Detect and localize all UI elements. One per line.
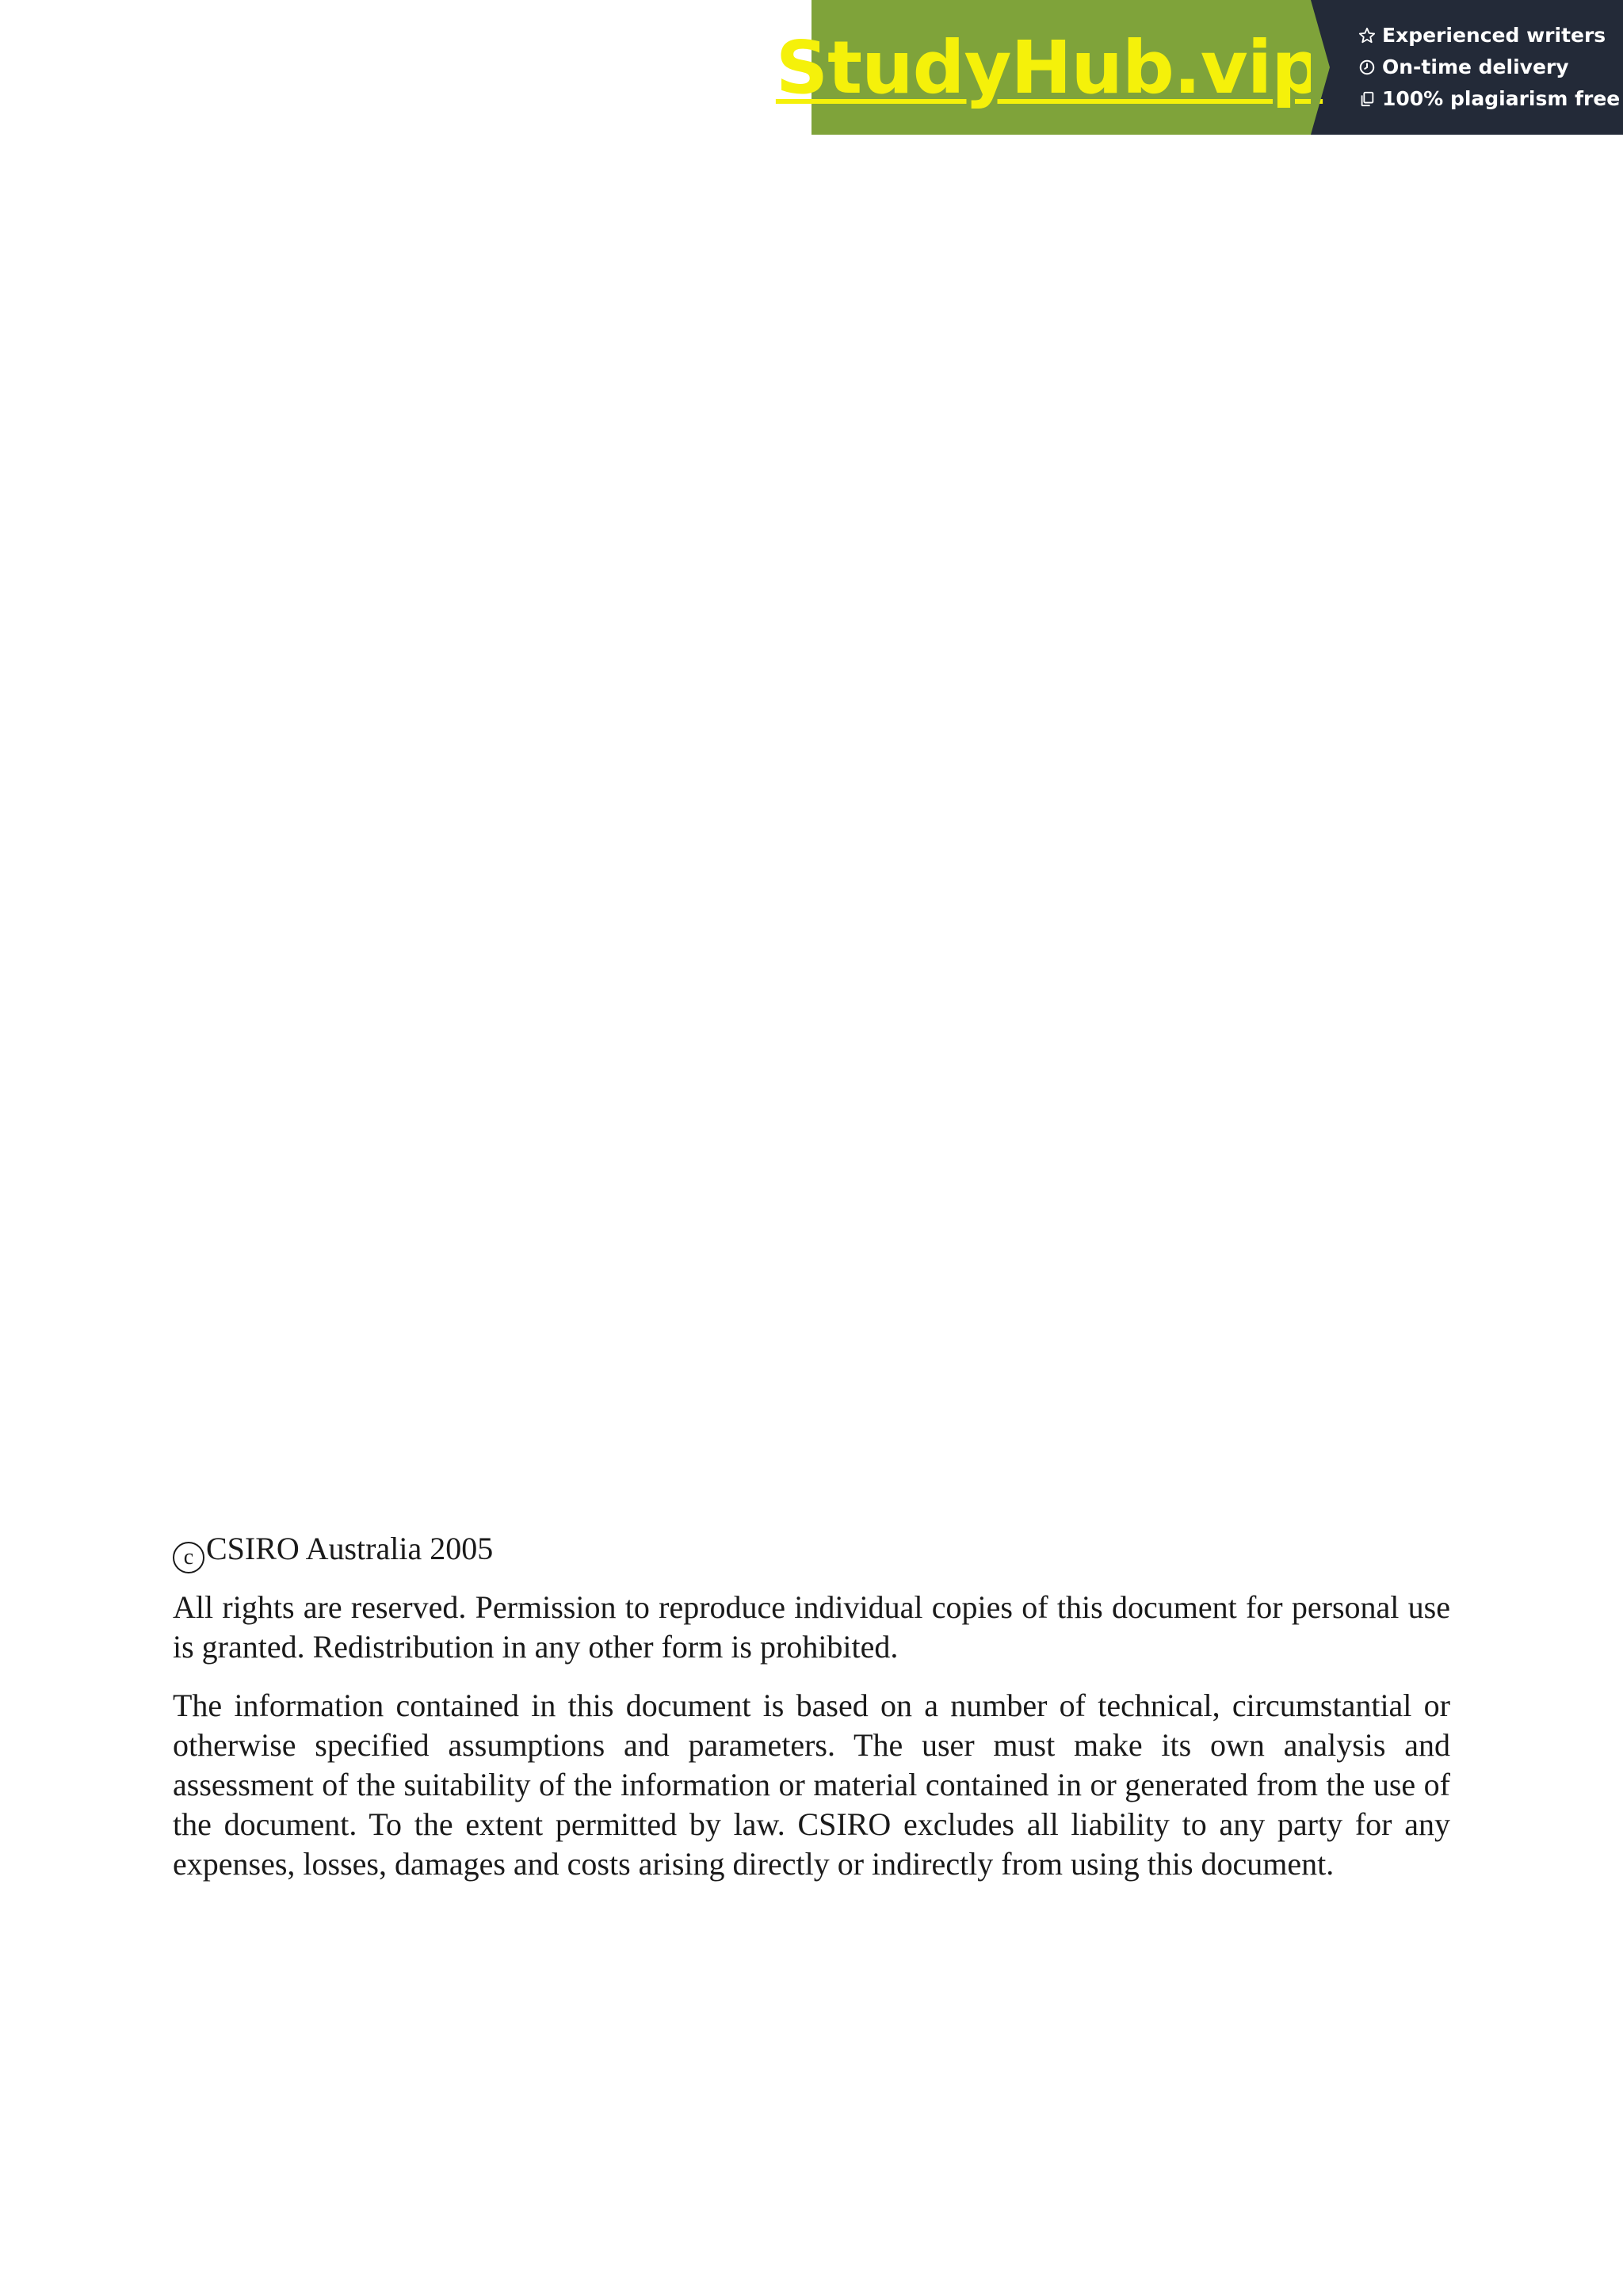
brand-logo-text[interactable]: StudyHub.vip: [775, 25, 1323, 110]
clock-icon: [1358, 59, 1376, 76]
copyright-text: CSIRO Australia 2005: [206, 1531, 494, 1566]
document-body: [173, 1529, 1450, 1903]
feature-label: On-time delivery: [1382, 55, 1569, 78]
disclaimer-paragraph: The information contained in this document is based on a number of technical, circumstantial or otherwise specified assumptions and parameters. The user must make its own analysis and assessment of the suitability of the information or material contained in or generated from the use of the document. To the extent permitted by law. CSIRO excludes all liability to any party for any expenses, losses, damages and costs arising directly or indirectly from using this document.: [173, 1688, 1450, 1882]
feature-label: 100% plagiarism free: [1382, 87, 1621, 110]
feature-plagiarism-free: [1358, 87, 1623, 111]
feature-on-time-delivery: [1358, 55, 1623, 79]
feature-experienced-writers: [1358, 24, 1623, 48]
banner-features-panel: [1311, 0, 1623, 135]
studyhub-banner[interactable]: [775, 0, 1623, 135]
rights-paragraph: All rights are reserved. Permission to reproduce individual copies of this document for personal use is granted. Redistribution in any other form is prohibited.: [173, 1589, 1450, 1665]
banner-brand-panel: [775, 0, 1323, 135]
star-icon: [1358, 27, 1376, 44]
feature-label: Experienced writers: [1382, 24, 1606, 47]
copyright-icon: c: [173, 1542, 204, 1573]
copy-icon: [1358, 90, 1376, 108]
copyright-line: [173, 1529, 1450, 1569]
